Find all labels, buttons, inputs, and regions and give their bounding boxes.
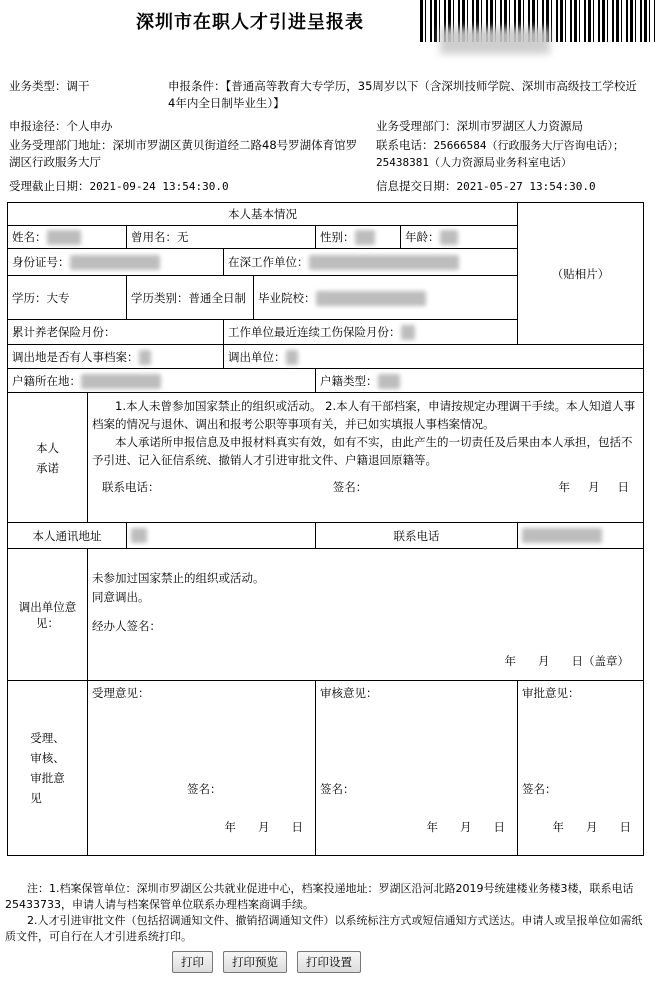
age-cell: 年龄：: [401, 226, 518, 249]
out-unit-cell: 调出单位：: [224, 345, 644, 369]
name-cell: 姓名：: [8, 226, 127, 249]
employer-redaction: [309, 255, 459, 270]
hukou-redaction: [81, 374, 161, 389]
approval-label: 受理、审核、审批意见: [8, 681, 88, 856]
name-redaction: [47, 230, 81, 245]
hukou-cell: 户籍所在地：: [8, 369, 316, 393]
pledge-phone: 联系电话：: [102, 480, 160, 494]
school-cell: 毕业院校：: [254, 276, 518, 320]
barcode-redaction: [440, 28, 550, 54]
application-form: [7, 202, 644, 856]
id-redaction: [70, 255, 160, 270]
former-name-cell: 曾用名：无: [127, 226, 316, 249]
pledge-label: 本人承诺: [8, 393, 88, 523]
employer-cell: 在深工作单位：: [224, 249, 518, 276]
channel: 申报途径：个人申办: [9, 119, 113, 133]
photo-box: （贴相片）: [518, 203, 644, 345]
mail-address-label: 本人通讯地址: [8, 523, 127, 549]
pledge-sign: 签名：: [332, 480, 368, 494]
approve-opinion: 审批意见： 签名： 年 月 日: [518, 681, 644, 856]
mail-address-redaction: [131, 528, 147, 543]
phone-redaction: [522, 528, 602, 543]
contact-phone-info: 联系电话：25666584（行政服务大厅咨询电话）；25438381（人力资源局业务科室电话）: [376, 138, 624, 169]
print-preview-button[interactable]: 打印预览: [223, 951, 287, 973]
phone-column-value: [518, 523, 644, 549]
id-cell: 身份证号：: [8, 249, 224, 276]
submit-date: 信息提交日期：2021-05-27 13:54:30.0: [376, 179, 596, 193]
injury-insurance-cell: 工作单位最近连续工伤保险月份：: [224, 320, 518, 345]
mail-address-value: [127, 523, 316, 549]
school-redaction: [316, 291, 426, 306]
accept-opinion: 受理意见： 签名： 年 月 日: [88, 681, 316, 856]
dept: 业务受理部门：深圳市罗湖区人力资源局: [376, 119, 583, 133]
pledge-date: 年 月 日: [558, 480, 629, 494]
out-unit-redaction: [286, 350, 298, 365]
out-unit-opinion-label: 调出单位意见：: [8, 549, 88, 681]
notes: [5, 881, 650, 945]
insurance-redaction: [401, 325, 415, 340]
deadline: 受理截止日期：2021-09-24 13:54:30.0: [9, 179, 229, 193]
phone-column-label: 联系电话: [316, 523, 518, 549]
dept-address: 业务受理部门地址：深圳市罗湖区黄贝街道经二路48号罗湖体育馆罗湖区行政服务大厅: [9, 138, 358, 169]
note-1: 注：1.档案保管单位：深圳市罗湖区公共就业促进中心，档案投递地址：罗湖区沿河北路2019号统建楼业务楼3楼，联系电话25433733，申请人请与档案保管单位联系办理档案商调手续。: [5, 882, 634, 911]
business-type: 业务类型：调干: [9, 79, 90, 93]
print-settings-button[interactable]: 打印设置: [297, 951, 361, 973]
out-unit-opinion: 未参加过国家禁止的组织或活动。 同意调出。 经办人签名： 年 月 日（盖章）: [88, 549, 644, 681]
archive-redaction: [139, 350, 151, 365]
gender-redaction: [355, 230, 375, 245]
hukou-type-cell: 户籍类型：: [316, 369, 644, 393]
print-button[interactable]: 打印: [172, 951, 213, 973]
hukou-type-redaction: [378, 374, 400, 389]
education-cell: 学历：大专: [8, 276, 127, 320]
condition: 申报条件：【普通高等教育大专学历，35周岁以下（含深圳技师学院、深圳市高级技工学校近4年内全日制毕业生）】: [168, 79, 637, 110]
age-redaction: [440, 230, 458, 245]
page-title: 深圳市在职人才引进呈报表: [136, 12, 364, 33]
print-toolbar: [172, 951, 361, 973]
section-basic: 本人基本情况: [8, 203, 518, 226]
pledge-content: 1.本人未曾参加国家禁止的组织或活动。 2.本人有干部档案，申请按规定办理调干手续。本人知道人事档案的情况与退休、调出和报考公职等事项有关，并已如实填报人事档案情况。 本人承诺所申报信息及申报材料真实有效，如有不实，由此产生的一切责任及后果由本人承担，包括不予引进、记入征信系统、撤销人才引进审批文件、户籍退回原籍等。 联系电话： 签名： 年 月 日: [88, 393, 644, 523]
note-2: 2.人才引进审批文件（包括招调通知文件、撤销招调通知文件）以系统标注方式或短信通知方式送达。申请人或呈报单位如需纸质文件，可自行在人才引进系统打印。: [5, 914, 643, 943]
review-opinion: 审核意见： 签名： 年 月 日: [316, 681, 518, 856]
seal-date: 年 月 日（盖章）: [504, 654, 630, 668]
gender-cell: 性别：: [316, 226, 401, 249]
edu-type-cell: 学历类别：普通全日制: [127, 276, 254, 320]
archive-cell: 调出地是否有人事档案：: [8, 345, 224, 369]
pension-cell: 累计养老保险月份：: [8, 320, 224, 345]
